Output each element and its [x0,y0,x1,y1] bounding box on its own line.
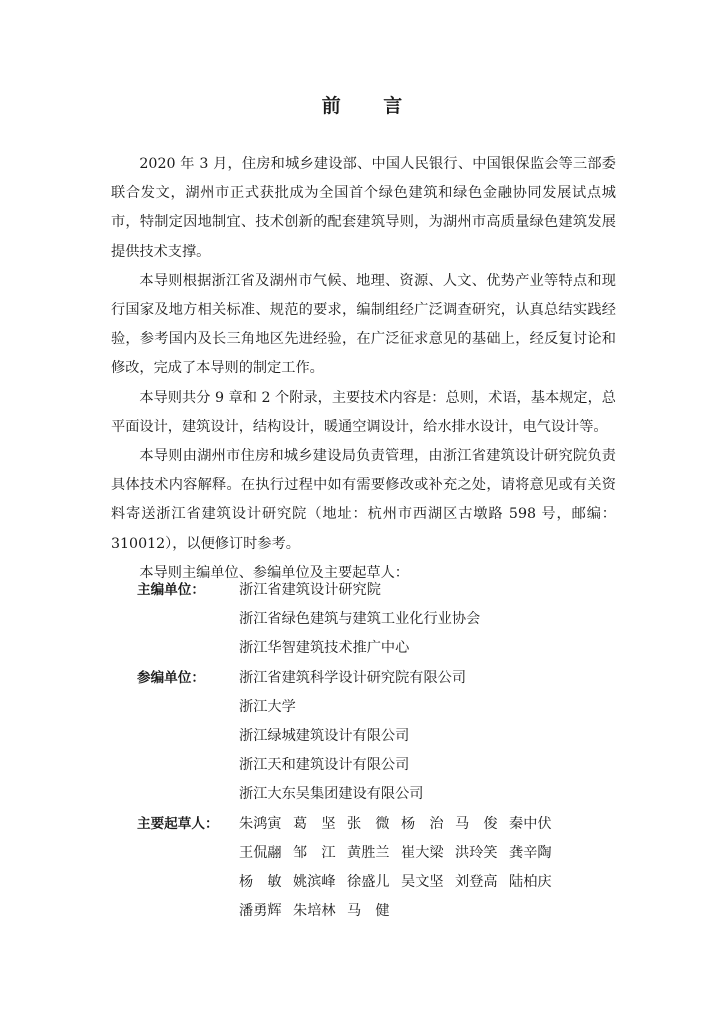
drafters-label: 主要起草人： [137,815,219,832]
preface-paragraph: 本导则根据浙江省及湖州市气候、地理、资源、人文、优势产业等特点和现行国家及地方相关标准、规范的要求，编制组经广泛调查研究，认真总结实践经验，参考国内及长三角地区先进经验，在广泛征求意见的基础上，经反复讨论和修改，完成了本导则的制定工作。 [111,272,616,377]
drafter-name: 秦中伏 [509,815,552,832]
drafter-name: 徐盛儿 [347,874,390,891]
unit-item: 浙江省建筑科学设计研究院有限公司 [239,669,467,686]
unit-item: 浙江大学 [239,698,296,715]
preface-body [111,150,616,588]
drafter-name: 马 健 [347,903,390,920]
preface-paragraph: 本导则由湖州市住房和城乡建设局负责管理，由浙江省建筑设计研究院负责具体技术内容解释。在执行过程中如有需要修改或补充之处，请将意见或有关资料寄送浙江省建筑设计研究院（地址：杭州市西湖区古墩路 598 号，邮编：310012），以便修订时参考。 [111,448,616,552]
unit-item: 浙江省建筑设计研究院 [239,582,381,598]
preface-paragraph: 本导则主编单位、参编单位及主要起草人： [139,564,409,581]
participating-units-list [239,664,616,810]
preface-paragraph: 本导则共分 9 章和 2 个附录，主要技术内容是：总则，术语，基本规定，总平面设计，建筑设计，结构设计，暖通空调设计，给水排水设计，电气设计等。 [111,389,616,435]
drafter-name: 陆柏庆 [509,874,552,891]
unit-item: 浙江天和建筑设计有限公司 [239,757,410,774]
chief-units-group [111,576,616,664]
unit-item: 浙江华智建筑技术推广中心 [239,640,410,657]
chief-units-list [239,576,616,664]
drafter-name: 王侃翮 [239,844,282,861]
drafter-name: 潘勇辉 [239,903,282,920]
drafter-name: 黄胜兰 [347,844,390,861]
participating-units-label: 参编单位： [137,669,205,686]
drafter-name: 吴文坚 [401,874,444,891]
drafter-name: 马 俊 [455,815,498,832]
unit-item: 浙江省绿色建筑与建筑工业化行业协会 [239,611,481,628]
drafter-name: 杨 敏 [239,874,282,891]
drafter-name: 姚滨峰 [293,874,336,891]
drafter-name: 葛 坚 [293,815,336,832]
units-section [111,576,616,926]
preface-paragraph: 2020 年 3 月，住房和城乡建设部、中国人民银行、中国银保监会等三部委联合发文，湖州市正式获批成为全国首个绿色建筑和绿色金融协同发展试点城市，特制定因地制宜、技术创新的配套建筑导则，为湖州市高质量绿色建筑发展提供技术支撑。 [111,156,616,260]
drafter-name: 朱鸿寅 [239,815,282,832]
drafters-list [239,810,616,927]
unit-item: 浙江大东吴集团建设有限公司 [239,786,424,803]
drafter-name: 崔大梁 [401,844,444,861]
drafter-name: 洪玲笑 [455,844,498,861]
drafter-name: 朱培林 [293,903,336,920]
drafter-name: 邹 江 [293,844,336,861]
chief-units-label: 主编单位： [137,582,205,598]
drafter-name: 张 微 [347,815,390,832]
unit-item: 浙江绿城建筑设计有限公司 [239,728,410,745]
drafter-name: 龚辛陶 [509,844,552,861]
drafter-name: 刘登高 [455,874,498,891]
page-title: 前 言 [321,95,421,117]
drafter-name: 杨 治 [401,815,444,832]
drafters-group [111,810,616,927]
participating-units-group [111,664,616,810]
